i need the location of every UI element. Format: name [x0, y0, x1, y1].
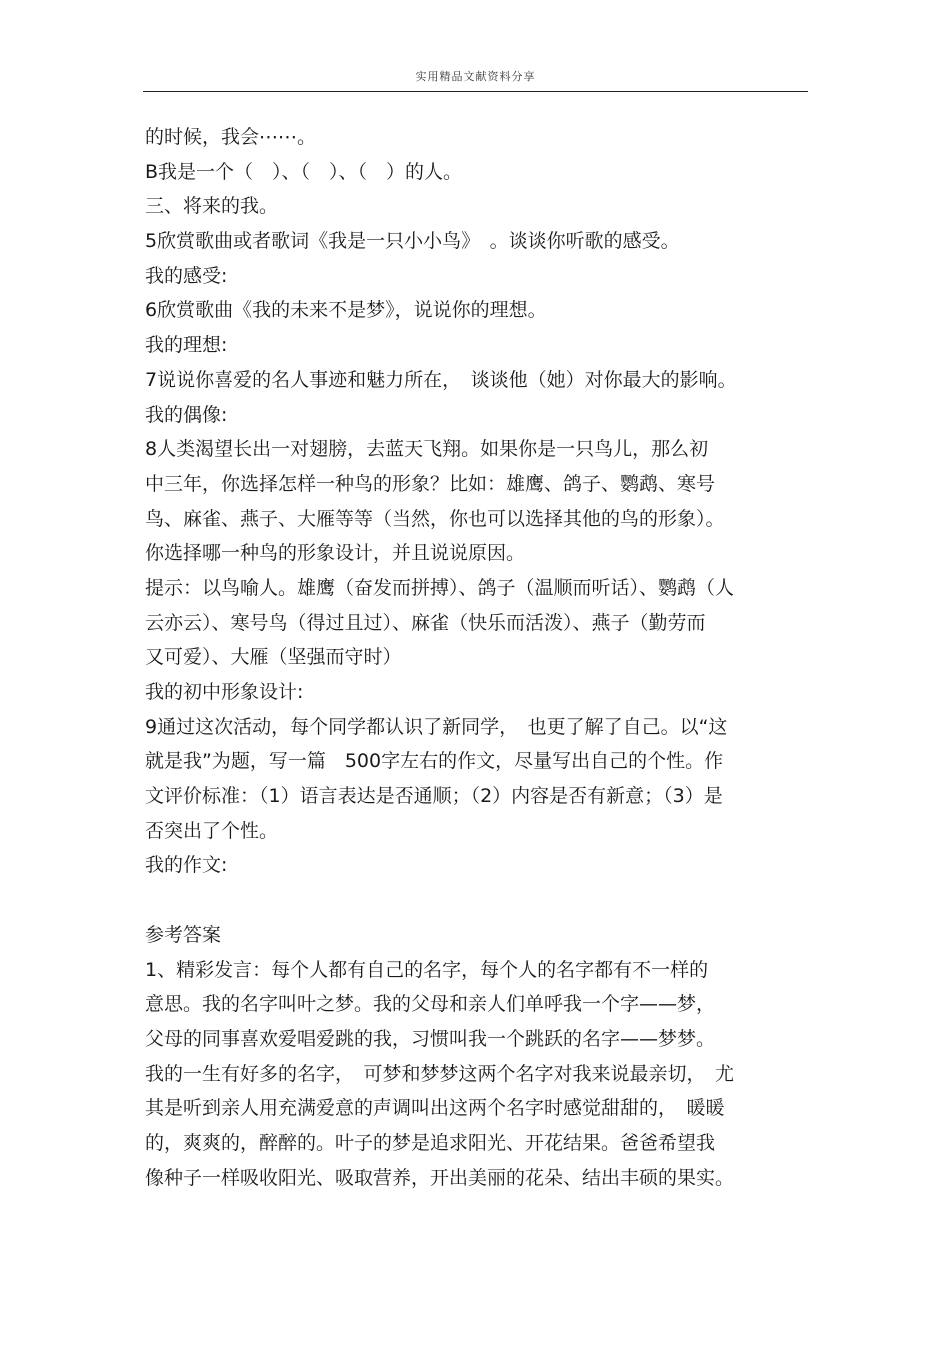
blank-line: [145, 883, 810, 918]
answer-paragraph-line: 其是听到亲人用充满爱意的声调叫出这两个名字时感觉甜甜的， 暖暖: [145, 1097, 725, 1120]
question-6: 6欣赏歌曲《我的未来不是梦》，说说你的理想。: [145, 299, 547, 322]
text-line: B我是一个（ ）、（ ）、（ ）的人。: [145, 160, 463, 183]
hint-text: 又可爱）、大雁（坚强而守时）: [145, 646, 402, 669]
text-line: 中三年，你选择怎样一种鸟的形象？比如：雄鹰、鸽子、鹦鹉、寒号: [145, 472, 716, 495]
text-line: 就是我”为题，写一篇 500字左右的作文，尽量写出自己的个性。作: [145, 750, 724, 773]
section-heading: 三、将来的我。: [145, 195, 279, 218]
reference-answer-heading: 参考答案: [145, 923, 222, 946]
answer-label: 我的理想:: [145, 334, 228, 357]
question-9: 9通过这次活动，每个同学都认识了新同学， 也更了解了自己。以“这: [145, 715, 728, 738]
answer-paragraph-line: 的，爽爽的，醉醉的。叶子的梦是追求阳光、开花结果。爸爸希望我: [145, 1131, 716, 1154]
page-header: 实用精品文献资料分享: [415, 70, 536, 83]
hint-text: 云亦云）、寒号鸟（得过且过）、麻雀（快乐而活泼）、燕子（勤劳而: [145, 611, 706, 634]
answer-paragraph-line: 意思。我的名字叫叶之梦。我的父母和亲人们单呼我一个字——梦，: [145, 993, 716, 1016]
question-5: 5欣赏歌曲或者歌词《我是一只小小鸟》 。谈谈你听歌的感受。: [145, 230, 680, 253]
text-line: 文评价标准：（1）语言表达是否通顺；（2）内容是否有新意；（3）是: [145, 785, 723, 808]
text-line: 的时候，我会⋯⋯。: [145, 126, 317, 148]
header-divider: [143, 91, 808, 92]
text-line: 鸟、麻雀、燕子、大雁等等（当然，你也可以选择其他的鸟的形象）。: [145, 507, 725, 530]
answer-label: 我的感受:: [145, 264, 228, 287]
text-line: 你选择哪一种鸟的形象设计，并且说说原因。: [145, 542, 526, 565]
answer-paragraph-line: 我的一生有好多的名字， 可梦和梦梦这两个名字对我来说最亲切， 尤: [145, 1062, 735, 1085]
question-8: 8人类渴望长出一对翅膀，去蓝天飞翔。如果你是一只鸟儿，那么初: [145, 438, 709, 461]
question-7: 7说说你喜爱的名人事迹和魅力所在， 谈谈他（她）对你最大的影响。: [145, 368, 737, 391]
text-line: 否突出了个性。: [145, 819, 279, 842]
answer-paragraph-line: 像种子一样吸收阳光、吸取营养，开出美丽的花朵、结出丰硕的果实。: [145, 1166, 735, 1189]
document-body: [145, 120, 810, 1195]
hint-text: 提示：以鸟喻人。雄鹰（奋发而拼搏）、鸽子（温顺而听话）、鹦鹉（人: [145, 576, 735, 599]
answer-label: 我的偶像:: [145, 403, 228, 426]
answer-paragraph-line: 1、精彩发言：每个人都有自己的名字，每个人的名字都有不一样的: [145, 958, 709, 981]
answer-paragraph-line: 父母的同事喜欢爱唱爱跳的我，习惯叫我一个跳跃的名字——梦梦。: [145, 1027, 716, 1050]
answer-label: 我的初中形象设计:: [145, 681, 304, 703]
answer-label: 我的作文:: [145, 854, 228, 877]
